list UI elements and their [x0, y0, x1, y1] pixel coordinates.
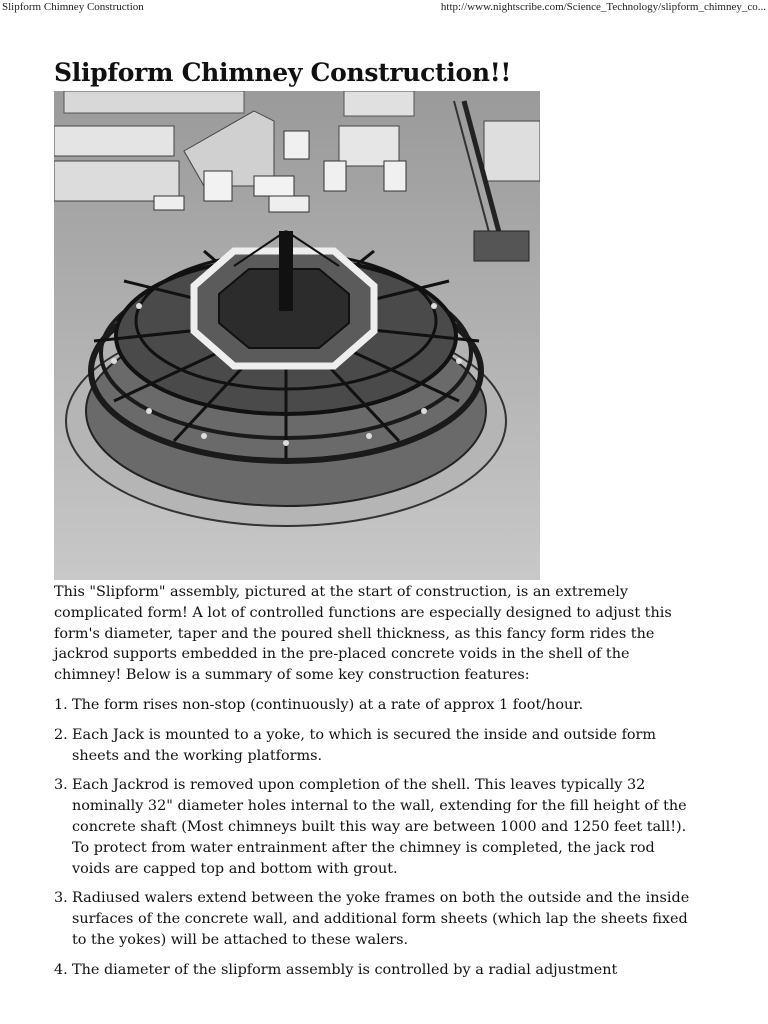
list-item-text: The form rises non-stop (continuously) at a rate of approx 1 foot/hour. [72, 696, 584, 713]
article-body [54, 582, 694, 990]
list-item-text: Each Jack is mounted to a yoke, to which is secured the inside and outside form sheets and the working platforms. [72, 726, 657, 764]
slipform-assembly-photo [54, 91, 540, 580]
list-item [54, 775, 694, 879]
list-item-number: 1. [54, 696, 68, 713]
list-item [54, 695, 694, 716]
list-item-number: 2. [54, 726, 68, 743]
list-item-text: Radiused walers extend between the yoke frames on both the outside and the inside surfaces of the concrete wall, and additional form sheets (which lap the sheets fixed to the yokes) will be attached to these walers. [72, 890, 690, 948]
feature-list [54, 695, 694, 981]
list-item [54, 960, 694, 981]
list-item-number: 3. [54, 890, 68, 907]
intro-paragraph: This "Slipform" assembly, pictured at the start of construction, is an extremely complicated form! A lot of controlled functions are especially designed to adjust this form's diameter, taper and the poured shell thickness, as this fancy form rides the jackrod supports embedded in the pre-placed concrete voids in the shell of the chimney! Below is a summary of some key construction features: [54, 584, 672, 684]
list-item-text: The diameter of the slipform assembly is controlled by a radial adjustment [72, 961, 618, 978]
list-item [54, 725, 694, 767]
list-item-text: Each Jackrod is removed upon completion of the shell. This leaves typically 32 nominally 32" diameter holes internal to the wall, extending for the fill height of the concrete shaft (Most chimneys built this way are between 1000 and 1250 feet tall!). To protect from water entrainment after the chimney is completed, the jack rod voids are capped top and bottom with grout. [72, 777, 687, 877]
print-header-title: Slipform Chimney Construction [2, 1, 144, 13]
print-header [0, 0, 768, 16]
list-item-number: 3. [54, 777, 68, 794]
print-header-url: http://www.nightscribe.com/Science_Technology/slipform_chimney_co... [440, 1, 766, 13]
page-title: Slipform Chimney Construction!! [54, 58, 512, 87]
list-item [54, 888, 694, 950]
list-item-number: 4. [54, 961, 68, 978]
